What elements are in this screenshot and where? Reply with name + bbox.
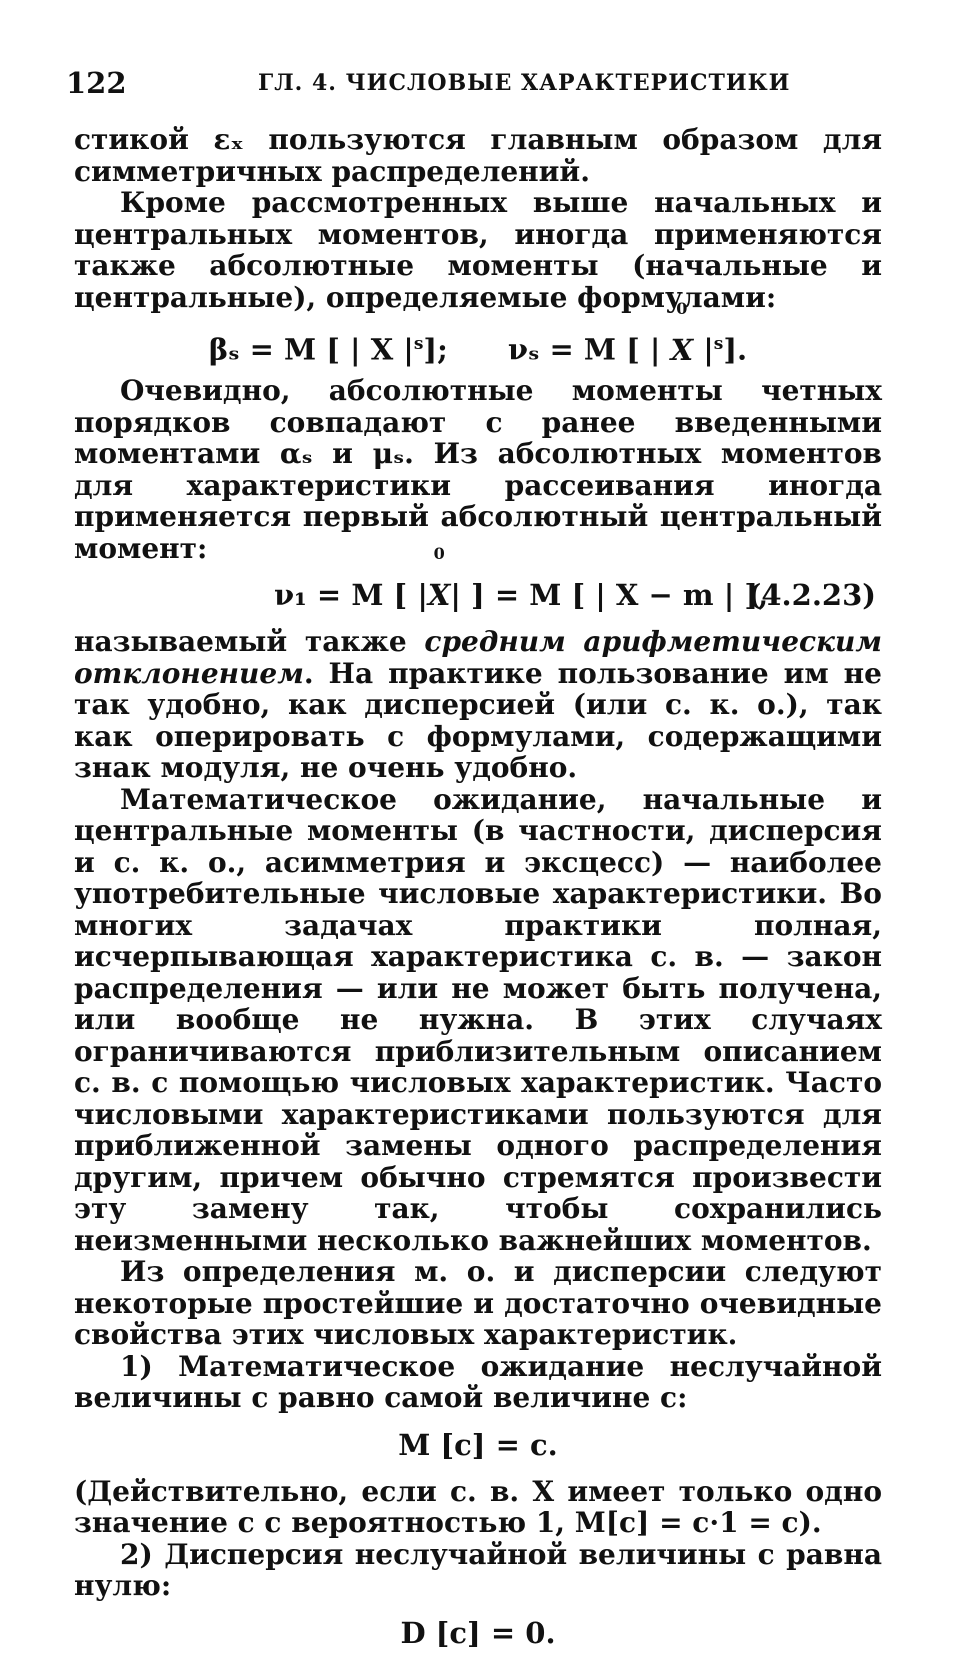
paragraph-1: стикой εₓ пользуются главным образом для симметричных распределений. [74,123,882,188]
equation-number: (4.2.23) [747,578,876,612]
formula-4-2-23: ν₁ = M [ | X 0 | ] = M [ | X − m | ], (4.2.23) [74,564,882,626]
formula-beta: βₛ = M [ | X $|^s$]; [208,332,448,367]
paragraph-8: (Действительно, если с. в. X имеет только одно значение c с вероятностью 1, M[c] = c·1 = c). [74,1474,882,1539]
paragraph-6: Из определения м. о. и дисперсии следуют некоторые простейшие и достаточно очевидные свойства этих числовых характеристик. [74,1255,882,1351]
paragraph-3: Очевидно, абсолютные моменты четных порядков совпадают с ранее введенными моментами αₛ и μₛ. Из абсолютных моментов для характеристики рассеивания иногда применяется первый абсолютный центральный момент: [74,374,882,565]
paragraph-7: 1) Математическое ожидание неслучайной величины c равно самой величине c: [74,1349,882,1414]
paragraph-9: 2) Дисперсия неслучайной величины c равна нулю: [74,1537,882,1602]
paragraph-2: Кроме рассмотренных выше начальных и центральных моментов, иногда применяются также абсолютные моменты (начальные и центральные), определяемые формулами: [74,186,882,314]
page-number: 122 [66,66,127,100]
running-head: ГЛ. 4. ЧИСЛОВЫЕ ХАРАКТЕРИСТИКИ [258,70,791,96]
formula-expectation-constant: M [c] = c. [398,1427,558,1462]
formula-nu: νₛ = M [ | X 0 $|^s$]. [508,313,747,381]
page-header [66,66,886,106]
body-text [74,124,882,1664]
emphasis-term: средним арифметическим отклонением [74,625,882,690]
formula-variance-constant: D [c] = 0. [400,1615,556,1650]
paragraph-4: называемый также средним арифметическим отклонением. На практике пользование им не так удобно, как дисперсией (или с. к. о.), так как оперировать с формулами, содержащими знак модуля, не очень удобно. [74,625,882,784]
paragraph-5: Математическое ожидание, начальные и центральные моменты (в частности, дисперсия и с. к. о., асимметрия и эксцесс) — наиболее употребительные числовые характеристики. Во многих задачах практики полная, исчерпывающая характеристика с. в. — закон распределения — или не может быть получена, или вообще не нужна. В этих случаях ограничиваются приблизительным описанием с. в. с помощью числовых характеристик. Часто числовыми характеристиками пользуются для приближенной замены одного распределения другим, причем обычно стремятся произвести эту замену так, чтобы сохранились неизменными несколько важнейших моментов. [74,782,882,1257]
formula-absolute-moments [74,313,882,375]
